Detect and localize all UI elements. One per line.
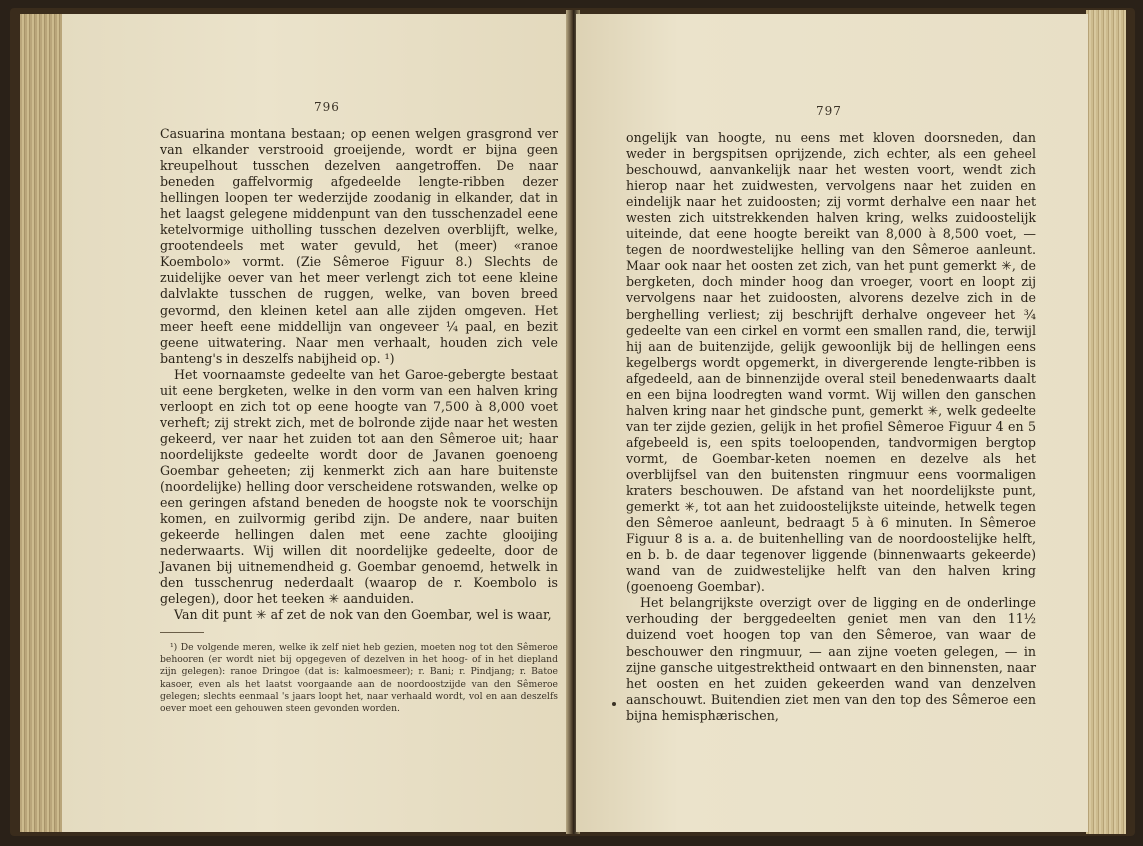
body-text — [160, 126, 558, 623]
right-page — [576, 14, 1088, 832]
paragraph: Het voornaamste gedeelte van het Garoe-gebergte bestaat uit eene bergketen, welke in den vorm van een halven kring verloopt en zich tot op eene hoogte van 7,500 à 8,000 voet verheft; zij strekt zich, met de bolronde zijde naar het westen gekeerd, ver naar het zuiden tot aan den Sêmeroe uit; haar noordelijkste gedeelte wordt door de Javanen goenoeng Goembar geheeten; zij kenmerkt zich aan hare buitenste (noordelijke) helling door verscheidene rotswanden, welke op een geringen afstand beneden de hoogste nok te voorschijn komen, en zuilvormig geribd zijn. De andere, naar buiten gekeerde hellingen dalen met eene zachte glooijing nederwaarts. Wij willen dit noordelijke gedeelte, door de Javanen bij uitnemendheid g. Goembar genoemd, hetwelk in den tusschenrug nederdaalt (waarop de r. Koembolo is gelegen), door het teeken ✳ aanduiden. — [160, 366, 558, 607]
paragraph: Het belangrijkste overzigt over de ligging en de onderlinge verhouding der berggedeelten geniet men van den 11½ duizend voet hoogen top van den Sêmeroe, van waar de beschouwer den ringmuur, — aan zijne voeten gelegen, — in zijne gansche uitgestrektheid ontwaart en den binnensten, naar het oosten en het zuiden gekeerden wand van denzelven aanschouwt. Buitendien ziet men van den top des Sêmeroe een bijna hemisphærischen, — [626, 595, 1036, 723]
left-page — [62, 14, 572, 832]
ink-spot — [612, 702, 616, 706]
body-text — [626, 130, 1036, 724]
page-number: 796 — [314, 100, 340, 114]
paragraph: ongelijk van hoogte, nu eens met kloven doorsneden, dan weder in bergspitsen oprijzende, zich echter, als een geheel beschouwd, aanvankelijk naar het westen voort, wendt zich hierop naar het zuidwesten, vervolgens naar het zuiden en eindelijk naar het zuidoosten; zij vormt derhalve een naar het westen zich uitstrekkenden halven kring, welks zuidoostelijk uiteinde, dat eene hoogte bereikt van 8,000 à 8,500 voet, — tegen de noordwestelijke helling van den Sêmeroe aanleunt. Maar ook naar het oosten zet zich, van het punt gemerkt ✳, de bergketen, doch minder hoog dan vroeger, voort en loopt zij vervolgens naar het zuidoosten, alvorens dezelve zich in de berghelling verliest; zij beschrijft derhalve ongeveer het ¾ gedeelte van een cirkel en vormt een smallen rand, die, terwijl hij aan de buitenzijde, gelijk gewoonlijk bij de hellingen eens kegelbergs wordt opgemerkt, in divergerende lengte-ribben is afgedeeld, aan de binnenzijde overal steil benedenwaarts daalt en een bijna loodregten wand vormt. Wij willen den ganschen halven kring naar het gindsche punt, gemerkt ✳, welk gedeelte van ter zijde gezien, gelijk in het profiel Sêmeroe Figuur 4 en 5 afgebeeld is, een spits toeloopenden, tandvormigen bergtop vormt, de Goembar-keten noemen en dezelve als het overblijfsel van den buitensten ringmuur eens voormaligen kraters beschouwen. De afstand van het noordelijkste punt, gemerkt ✳, tot aan het zuidoostelijkste uiteinde, hetwelk tegen den Sêmeroe aanleunt, bedraagt 5 à 6 minuten. In Sêmeroe Figuur 8 is a. a. de buitenhelling van de noordoostelijke helft, en b. b. de daar tegenover liggende (binnenwaarts gekeerde) wand van de zuidwestelijke helft van den halven kring (goenoeng Goembar). — [626, 130, 1036, 595]
page-edges-right — [1086, 10, 1126, 834]
footnote-text: ¹) De volgende meren, welke ik zelf niet heb gezien, moeten nog tot den Sêmeroe behooren (er wordt niet bij opgegeven of dezelven in het hoog- of in het diepland zijn gelegen): ranoe Dringoe (dat is: kalmoesmeer); r. Bani; r. Pindjang; r. Batoe kasoer, even als het laatst voorgaande aan de noordoostzijde van den Sêmeroe gelegen; slechts eenmaal 's jaars loopt het, naar verhaald wordt, vol en aan deszelfs oever moet een gehouwen steen gevonden worden. — [160, 642, 558, 715]
page-edges-left — [20, 14, 64, 832]
paragraph: Casuarina montana bestaan; op eenen welgen grasgrond ver van elkander verstrooid groeijende, wordt er bijna geen kreupelhout tusschen dezelven aangetroffen. De naar beneden gaffelvormig afgedeelde lengte-ribben dezer hellingen loopen ter wederzijde zoodanig in elkander, dat in het laagst gelegene middenpunt van den tusschenzadel eene ketelvormige uitholling tusschen dezelven overblijft, welke, grootendeels met water gevuld, het (meer) «ranoe Koembolo» vormt. (Zie Sêmeroe Figuur 8.) Slechts de zuidelijke oever van het meer verlengt zich tot eene kleine dalvlakte tusschen de ruggen, welke, van boven breed gevormd, den kleinen ketel aan alle zijden omgeven. Het meer heeft eene middellijn van ongeveer ¼ paal, en bezit geene uitwatering. Naar men verhaalt, houden zich vele banteng's in deszelfs nabijheid op. ¹) — [160, 126, 558, 366]
page-number: 797 — [816, 104, 842, 118]
footnote — [160, 642, 558, 715]
footnote-rule — [160, 632, 204, 633]
paragraph: Van dit punt ✳ af zet de nok van den Goembar, wel is waar, — [174, 607, 552, 623]
